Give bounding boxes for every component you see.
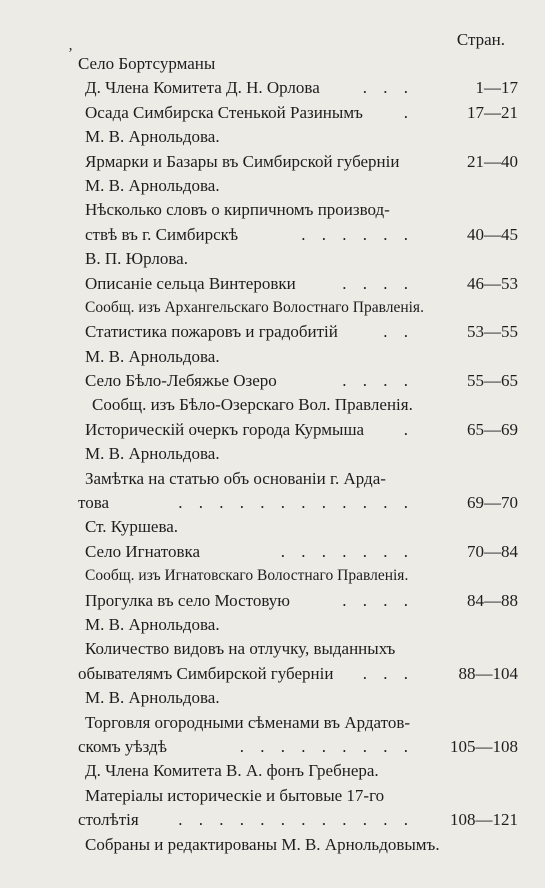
toc-line [78,223,518,247]
toc-page-range: 65—69 [467,419,518,439]
toc-line [78,735,518,759]
toc-line-text: Ярмарки и Базары въ Симбирской губерніи [85,151,400,171]
toc-line-text: Матеріалы историческіе и бытовые 17-го [85,785,385,805]
toc-page-range: 70—84 [467,541,518,561]
toc-line-text: Д. Члена Комитета В. А. фонъ Гребнера. [85,761,379,781]
toc-line-text: столѣтія [78,810,139,830]
toc-line [78,808,518,832]
toc-page-range: 55—65 [467,371,518,391]
toc-line-text: Сообщ. изъ Бѣло-Озерскаго Вол. Правленія. [92,395,413,415]
toc-page-range: 84—88 [467,590,518,610]
toc-line [78,296,518,320]
toc-page-range: 69—70 [467,493,518,513]
toc-leader-dots: . . . . . . . . . [239,736,414,756]
pages-column-header: Стран. [456,30,505,49]
toc-line-text: Собраны и редактированы М. В. Арнольдовымъ. [85,834,440,854]
toc-line [78,369,518,393]
toc-line [78,759,518,783]
toc-line-text: Сообщ. изъ Архангельскаго Волостнаго Правленія. [85,298,424,316]
toc-leader-dots: . . . [362,78,414,98]
toc-line-text: Торговля огородными сѣменами въ Ардатов- [85,712,411,732]
toc-line-text: М. В. Арнольдова. [85,127,220,147]
toc-page-range: 40—45 [467,224,518,244]
toc-line-text: обывателямъ Симбирской губерніи [78,663,334,683]
toc-line-text: Прогулка въ село Мостовую [85,590,290,610]
toc-line [78,198,518,222]
toc-line-text: Нѣсколько словъ о кирпичномъ производ- [85,200,390,220]
toc-line [78,515,518,539]
toc-line-text: М. В. Арнольдова. [85,346,220,366]
toc-leader-dots: . . . . [342,590,414,610]
toc-line-text: Д. Члена Комитета Д. Н. Орлова [85,78,320,98]
toc-line [78,125,518,149]
toc-line-text: В. П. Юрлова. [85,249,188,269]
toc-line [78,150,518,174]
toc-line-text: това [78,493,110,513]
toc-line-text: ствѣ въ г. Симбирскѣ [85,224,239,244]
toc-leader-dots: . [403,419,414,439]
toc-line [78,247,518,271]
toc-line-text: скомъ уѣздѣ [78,736,167,756]
toc-line [78,686,518,710]
toc-line [78,564,518,588]
toc-line-text: Село Бортсурманы [78,54,216,73]
toc-leader-dots: . . . . [342,273,414,293]
toc-line-text: Ст. Куршева. [85,517,179,537]
toc-page-range: 53—55 [467,322,518,342]
toc-page-range: 46—53 [467,273,518,293]
toc-page-range: 17—21 [467,102,518,122]
toc-leader-dots: . . . . . . . . . . . . [178,493,414,513]
toc-leader-dots: . . . . . . . [280,541,414,561]
toc-line-text: Описаніе сельца Винтеровки [85,273,296,293]
toc-line [78,174,518,198]
toc-line-text: Замѣтка на статью объ основаніи г. Арда- [85,468,386,488]
toc-leader-dots: . . [383,322,414,342]
toc-leader-dots: . . . . . . . . . . . . [178,810,414,830]
toc-line-text: Статистика пожаровъ и градобитій [85,322,338,342]
toc-line [78,833,518,857]
toc-line [78,784,518,808]
toc-line [78,637,518,661]
toc-line-text: Село Игнатовка [85,541,201,561]
toc-line-text: Количество видовъ на отлучку, выданныхъ [85,639,396,659]
toc-line [78,272,518,296]
toc-line [78,101,518,125]
toc-line-text: Историческій очеркъ города Курмыша [85,419,365,439]
toc-line [78,393,518,417]
toc-page-range: 1—17 [475,78,518,98]
toc-line [78,467,518,491]
toc-line [78,76,518,100]
toc-line-text: М. В. Арнольдова. [85,688,220,708]
toc-line [78,442,518,466]
toc-page-range: 21—40 [467,151,518,171]
toc-page-range: 88—104 [458,663,518,683]
toc-line-text: М. В. Арнольдова. [85,444,220,464]
toc-line [78,491,518,515]
margin-mark: ʼ [68,46,73,62]
toc-line [78,613,518,637]
toc-leader-dots: . [403,102,414,122]
toc-leader-dots: . . . . [342,371,414,391]
toc-line [78,711,518,735]
toc-line [78,52,518,76]
table-of-contents [78,52,518,857]
toc-line [78,589,518,613]
toc-line [78,418,518,442]
toc-line [78,540,518,564]
toc-line-text: М. В. Арнольдова. [85,614,220,634]
toc-line-text: Село Бѣло-Лебяжье Озеро [85,371,277,391]
toc-page-range: 108—121 [450,810,518,830]
toc-line-text: Осада Симбирска Стенькой Разинымъ [85,102,363,122]
toc-line [78,662,518,686]
toc-line [78,345,518,369]
toc-line-text: Сообщ. изъ Игнатовскаго Волостнаго Правленія. [85,567,409,585]
toc-leader-dots: . . . [362,663,414,683]
toc-leader-dots: . . . . . . [301,224,414,244]
toc-line-text: М. В. Арнольдова. [85,175,220,195]
toc-page-range: 105—108 [450,736,518,756]
toc-line [78,320,518,344]
